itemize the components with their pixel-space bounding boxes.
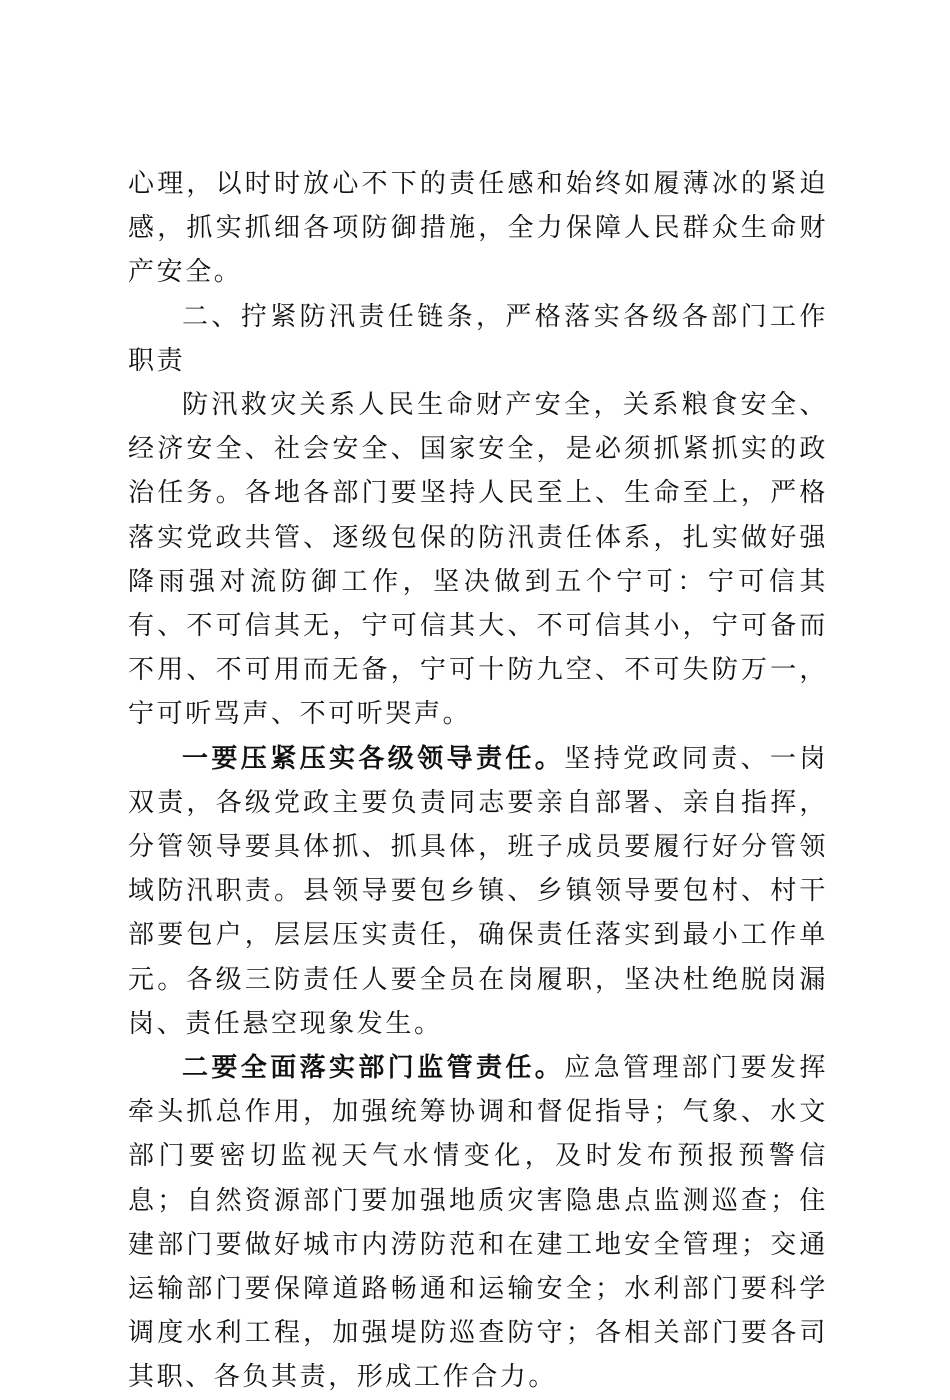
paragraph-text: 心理，以时时放心不下的责任感和始终如履薄冰的紧迫感，抓实抓细各项防御措施，全力保障人民群众生命财产安全。 [128,169,828,288]
paragraph-text: 应急管理部门要发挥牵头抓总作用，加强统筹协调和督促指导；气象、水文部门要密切监视天气水情变化，及时发布预报预警信息；自然资源部门要加强地质灾害隐患点监测巡查；住建部门要做好城市内涝防范和在建工地安全管理；交通运输部门要保障道路畅通和运输安全；水利部门要科学调度水利工程，加强堤防巡查防守；各相关部门要各司其职、各负其责，形成工作合力。 [128,1053,828,1393]
section-heading-text: 二、拧紧防汛责任链条，严格落实各级各部门工作职责 [128,301,828,376]
paragraph [128,383,828,737]
paragraph [128,737,828,1046]
paragraph-text: 防汛救灾关系人民生命财产安全，关系粮食安全、经济安全、社会安全、国家安全，是必须抓紧抓实的政治任务。各地各部门要坚持人民至上、生命至上，严格落实党政共管、逐级包保的防汛责任体系，扎实做好强降雨强对流防御工作，坚决做到五个宁可：宁可信其有、不可信其无，宁可信其大、不可信其小，宁可备而不用、不可用而无备，宁可十防九空、不可失防万一，宁可听骂声、不可听哭声。 [128,390,828,730]
paragraph-lead: 一要压紧压实各级领导责任。 [182,743,565,774]
paragraph-text: 坚持党政同责、一岗双责，各级党政主要负责同志要亲自部署、亲自指挥，分管领导要具体抓、抓具体，班子成员要履行好分管领域防汛职责。县领导要包乡镇、乡镇领导要包村、村干部要包户，层层压实责任，确保责任落实到最小工作单元。各级三防责任人要全员在岗履职，坚决杜绝脱岗漏岗、责任悬空现象发生。 [128,743,828,1039]
document-body [128,162,828,1400]
paragraph-continuation [128,162,828,295]
section-heading [128,295,828,383]
paragraph [128,1046,828,1400]
paragraph-lead: 二要全面落实部门监管责任。 [182,1053,565,1084]
